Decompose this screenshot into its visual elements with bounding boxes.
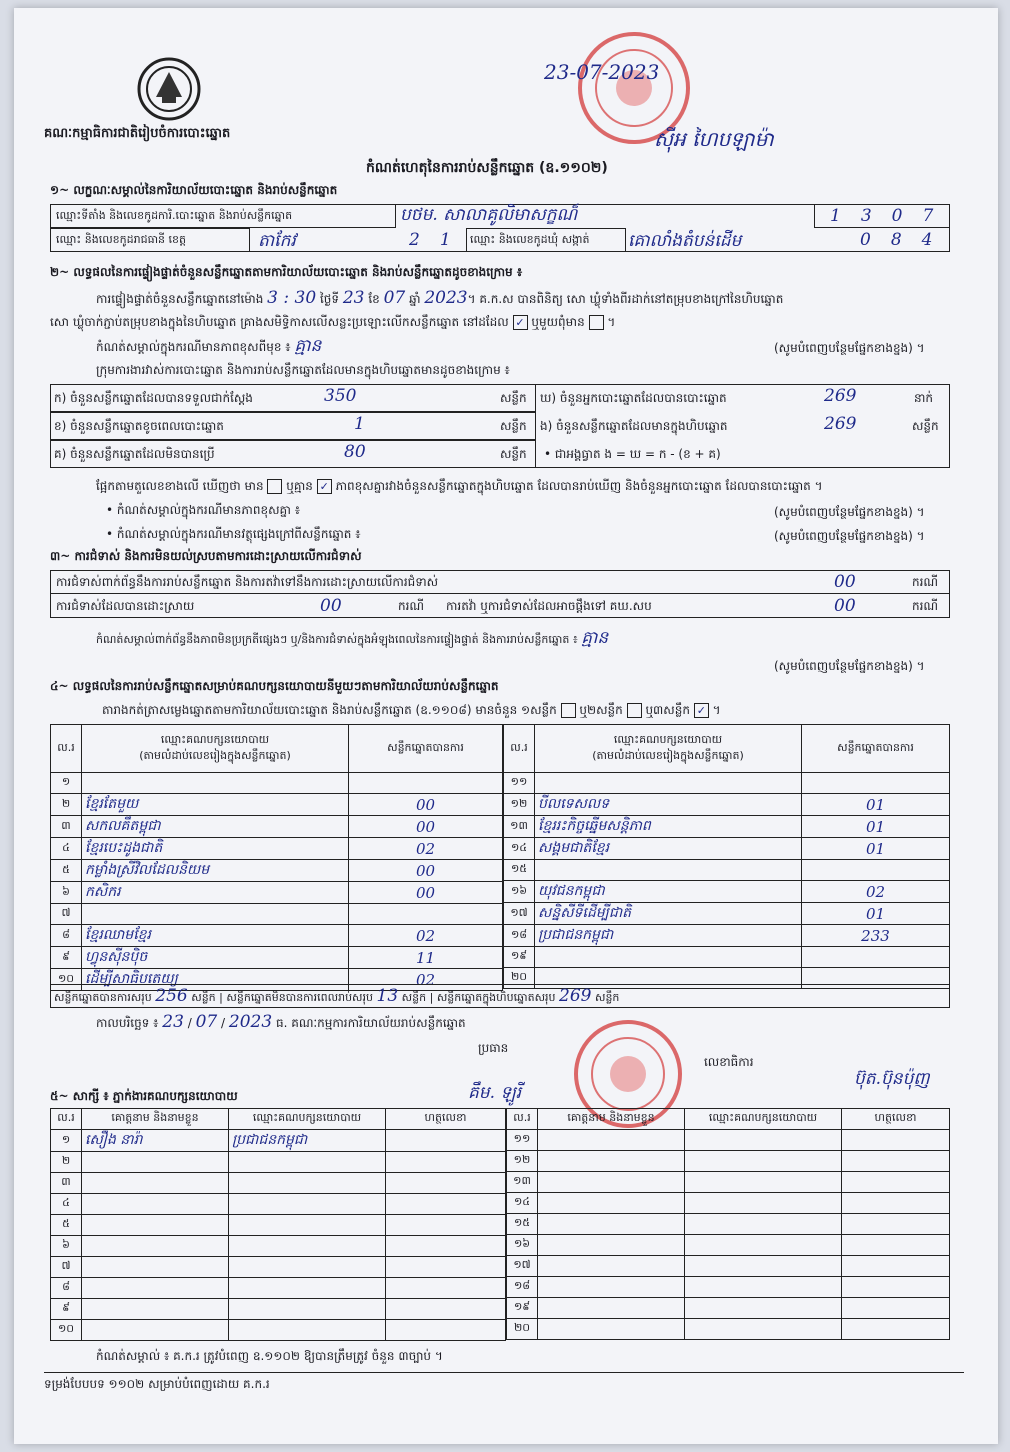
witness-row xyxy=(51,1257,506,1278)
row-no: ៩ xyxy=(51,1299,82,1320)
party-votes: 02 xyxy=(802,881,950,903)
party-row xyxy=(504,903,950,925)
col-no: ល.រ xyxy=(51,725,82,773)
case-label: ករណី xyxy=(912,599,939,613)
party-row xyxy=(51,794,503,816)
party-votes xyxy=(802,860,950,881)
document-page xyxy=(14,8,998,1444)
section5-heading: ៥~ សាក្សី ៖ ភ្នាក់ងារគណបក្សនយោបាយ xyxy=(50,1089,238,1103)
row-no: ៧ xyxy=(51,1257,82,1278)
party-name: យុវជនកម្ពុជា xyxy=(535,881,802,903)
witness-party xyxy=(685,1193,842,1214)
witness-signature xyxy=(386,1215,506,1236)
row-no: ១៨ xyxy=(504,925,535,947)
row-no: ១៣ xyxy=(504,816,535,838)
party-votes: 00 xyxy=(349,794,503,816)
secretary-name: ប៊ុត.ប៊ុនប៉ុញ xyxy=(854,1069,930,1089)
col-party: ឈ្មោះគណបក្សនយោបាយ xyxy=(685,1109,842,1130)
fill-note: (សូមបំពេញបន្ថែមផ្នែកខាងខ្នង) ។ xyxy=(774,341,925,355)
diff-bullet: • កំណត់សម្គាល់ក្នុងករណីមានភាពខុសគ្នា ៖ xyxy=(106,503,301,517)
witness-signature xyxy=(842,1130,950,1151)
witness-left xyxy=(50,1108,506,1341)
party-name: ខ្មែរឈាមខ្មែរ xyxy=(82,925,349,947)
party-name: ប្រជាជនកម្ពុជា xyxy=(535,925,802,947)
party-name xyxy=(535,860,802,881)
row-no: ១៩ xyxy=(507,1298,538,1319)
party-votes: 02 xyxy=(349,838,503,860)
stamp-signature: ស៊ីអ ហៃបឡាម៉ា xyxy=(654,127,774,151)
witness-signature xyxy=(842,1172,950,1193)
party-row xyxy=(51,904,503,925)
witness-row xyxy=(507,1298,950,1319)
row-no: ៥ xyxy=(51,860,82,882)
party-row xyxy=(51,882,503,904)
witness-name xyxy=(538,1319,685,1340)
party-name xyxy=(535,947,802,968)
witness-party xyxy=(685,1130,842,1151)
row-no: ១៨ xyxy=(507,1277,538,1298)
party-votes: 02 xyxy=(349,969,503,991)
province-code: 21 xyxy=(409,230,471,250)
unit-label: សន្លឹក xyxy=(500,391,527,405)
section4-heading: ៤~ លទ្ធផលនៃការរាប់សន្លឹកឆ្នោតសម្រាប់គណបក្សនយោបាយនីមួយៗតាមការិយាល័យរាប់សន្លឹកឆ្នោត xyxy=(50,679,499,693)
row-no: ១៦ xyxy=(504,881,535,903)
date-line: កាលបរិច្ឆេទ ៖ 23 / 07 / 2023 ធ. គណៈកម្មការការិយាល័យរាប់សន្លឹកឆ្នោត xyxy=(96,1012,466,1032)
witness-party xyxy=(685,1319,842,1340)
verify-line: ការផ្ទៀងផ្ទាត់ចំនួនសន្លឹកឆ្នោតនៅម៉ោង 3 : 30 ថ្ងៃទី 23 ខែ 07 ឆ្នាំ 2023។ គ.ក.ស បានពិនិត្យ សោ ឃ្លុំទាំងពីរដាក់នៅតម្រុបខាងក្រៅនៃហិបឆ្នោត xyxy=(96,288,784,308)
witness-signature xyxy=(386,1152,506,1173)
stamp-date: 23-07-2023 xyxy=(544,60,660,84)
witness-name xyxy=(538,1235,685,1256)
row-no: ៤ xyxy=(51,838,82,860)
witness-signature xyxy=(842,1319,950,1340)
difference-line: ផ្អែកតាមតួលេខខាងលើ ឃើញថា មាន ឬគ្មាន ✓ ភាពខុសគ្នារវាងចំនួនសន្លឹកឆ្នោតក្នុងហិបឆ្នោត ដែលបានរាប់ឃើញ និងចំនួនអ្នកបោះឆ្នោត ដែលបានបោះឆ្នោត ។ xyxy=(96,479,823,493)
witness-row xyxy=(51,1152,506,1173)
witness-row xyxy=(507,1214,950,1235)
row-no: ៤ xyxy=(51,1194,82,1215)
witness-name xyxy=(82,1152,229,1173)
row-no: ៧ xyxy=(51,904,82,925)
witness-name xyxy=(538,1193,685,1214)
party-name: ខ្មែរតែមួយ xyxy=(82,794,349,816)
document-title: កំណត់ហេតុនៃការរាប់សន្លឹកឆ្នោត (ឧ.១១០២) xyxy=(366,160,608,176)
row-no: ១៤ xyxy=(504,838,535,860)
count-kh-value: 1 xyxy=(354,414,365,434)
witness-name xyxy=(538,1298,685,1319)
row-no: ១១ xyxy=(504,773,535,794)
witness-row xyxy=(507,1277,950,1298)
witness-signature xyxy=(386,1173,506,1194)
witness-party xyxy=(229,1194,386,1215)
col-sig: ហត្ថលេខា xyxy=(842,1109,950,1130)
case-label: ករណី xyxy=(912,575,939,589)
objection-r1-value: 00 xyxy=(834,572,856,592)
party-name: ខ្មែរបេះដូងជាតិ xyxy=(82,838,349,860)
col-party: ឈ្មោះគណបក្សនយោបាយ (តាមលំដាប់លេខរៀងក្នុងសន្លឹកឆ្នោត) xyxy=(535,725,802,773)
witness-signature xyxy=(386,1236,506,1257)
witness-name xyxy=(538,1151,685,1172)
row-no: ៣ xyxy=(51,816,82,838)
witness-party xyxy=(229,1236,386,1257)
president-label: ប្រធាន xyxy=(478,1041,509,1055)
witness-name xyxy=(82,1278,229,1299)
object-bullet: • កំណត់សម្គាល់ក្នុងករណីមានវត្ថុផ្សេងក្រៅពីសន្លឹកឆ្នោត ៖ xyxy=(106,527,361,541)
witness-party xyxy=(685,1298,842,1319)
witness-signature xyxy=(386,1257,506,1278)
location-code: 1307 xyxy=(830,206,954,226)
count-gh-label: ឃ) ចំនួនអ្នកបោះឆ្នោតដែលបានបោះឆ្នោត xyxy=(540,391,727,405)
witness-party xyxy=(685,1256,842,1277)
row-no: ៦ xyxy=(51,1236,82,1257)
party-votes xyxy=(349,773,503,794)
party-votes xyxy=(802,773,950,794)
witness-party xyxy=(685,1151,842,1172)
row-no: ២ xyxy=(51,1152,82,1173)
witness-signature xyxy=(842,1235,950,1256)
witness-name xyxy=(82,1257,229,1278)
witness-name xyxy=(82,1173,229,1194)
party-name xyxy=(82,773,349,794)
party-name: ហ្វុនស៊ីនប៉ិច xyxy=(82,947,349,969)
row-no: ១៤ xyxy=(507,1193,538,1214)
party-name: ខ្មែររះកិច្ចឆ្នើមសន្តិភាព xyxy=(535,816,802,838)
count-intro: ក្រុមការងារវាស់ការបោះឆ្នោត និងការរាប់សន្លឹកឆ្នោតដែលមានក្នុងហិបឆ្នោតមានដូចខាងក្រោម ៖ xyxy=(96,363,510,377)
col-name: គោត្តនាម និងនាមខ្លួន xyxy=(538,1109,685,1130)
witness-row xyxy=(51,1194,506,1215)
witness-name xyxy=(82,1236,229,1257)
row-no: ២ xyxy=(51,794,82,816)
party-name xyxy=(82,904,349,925)
witness-name xyxy=(82,1215,229,1236)
count-ng-label: ង) ចំនួនសន្លឹកឆ្នោតដែលមានក្នុងហិបឆ្នោត xyxy=(540,419,728,433)
party-name: សកលគឹតម្ពុជា xyxy=(82,816,349,838)
party-votes: 01 xyxy=(802,794,950,816)
count-ko-label: គ) ចំនួនសន្លឹកឆ្នោតដែលមិនបានប្រើ xyxy=(54,447,215,461)
party-name xyxy=(535,773,802,794)
party-votes: 01 xyxy=(802,816,950,838)
party-votes: 00 xyxy=(349,882,503,904)
location-value: បថម. សាលាគូលិមាសក្ខណ៏ xyxy=(400,205,578,225)
fill-note: (សូមបំពេញបន្ថែមផ្នែកខាងខ្នង) ។ xyxy=(774,529,925,543)
row-no: ៦ xyxy=(51,882,82,904)
witness-row xyxy=(507,1235,950,1256)
count-k-label: ក) ចំនួនសន្លឹកឆ្នោតដែលបានទទួលជាក់ស្តែង xyxy=(54,391,253,405)
party-votes: 00 xyxy=(349,860,503,882)
section2-heading: ២~ លទ្ធផលនៃការផ្ទៀងផ្ទាត់ចំនួនសន្លឹកឆ្នោតតាមការិយាល័យបោះឆ្នោត និងរាប់សន្លឹកឆ្នោតដូចខាងក្រោម ៖ xyxy=(50,265,523,279)
row-no: ៣ xyxy=(51,1173,82,1194)
witness-signature xyxy=(842,1193,950,1214)
row-no: ១២ xyxy=(507,1151,538,1172)
witness-signature xyxy=(842,1214,950,1235)
witness-right xyxy=(506,1108,950,1340)
party-row xyxy=(51,925,503,947)
witness-name: សឿង នារ៉ា xyxy=(82,1130,229,1152)
witness-row xyxy=(507,1151,950,1172)
province-label: ឈ្មោះ និងលេខកូដរាជធានី ខេត្ត xyxy=(56,233,186,246)
diff-note: កំណត់សម្គាល់ក្នុងករណីមានភាពខុសពីមុខ ៖ គ្មាន xyxy=(96,336,322,356)
witness-name xyxy=(82,1320,229,1341)
count-ko-value: 80 xyxy=(344,442,366,462)
witness-party: ប្រជាជនកម្ពុជា xyxy=(229,1130,386,1152)
row-no: ១២ xyxy=(504,794,535,816)
col-name: គោត្តនាម និងនាមខ្លួន xyxy=(82,1109,229,1130)
witness-party xyxy=(685,1172,842,1193)
formula: • ជាអង្គធ្វាត ង = ឃ = ក - (ខ + គ) xyxy=(544,447,721,461)
col-sig: ហត្ថលេខា xyxy=(386,1109,506,1130)
location-label: ឈ្មោះទីតាំង និងលេខកូដការិ.បោះឆ្នោត និងរាប់សន្លឹកឆ្នោត xyxy=(56,209,293,222)
party-votes xyxy=(349,904,503,925)
witness-row xyxy=(507,1193,950,1214)
witness-party xyxy=(229,1215,386,1236)
witness-signature xyxy=(386,1130,506,1152)
witness-party xyxy=(685,1214,842,1235)
objection-r2-value: 00 xyxy=(320,596,342,616)
col-no: ល.រ xyxy=(51,1109,82,1130)
party-name: សង្គមជាតិខ្មែរ xyxy=(535,838,802,860)
objection-r2b: ការតវ៉ា ឬការជំទាស់ដែលអាចផ្តឹងទៅ គឃ.សប xyxy=(446,599,652,613)
commune-label: ឈ្មោះ និងលេខកូដឃុំ សង្កាត់ xyxy=(470,233,590,246)
count-gh-value: 269 xyxy=(824,386,857,406)
section3-heading: ៣~ ការជំទាស់ និងការមិនយល់ស្របតាមការដោះស្រាយលើការជំទាស់ xyxy=(50,549,362,563)
unit-label: សន្លឹក xyxy=(912,419,939,433)
party-row xyxy=(51,816,503,838)
witness-party xyxy=(229,1278,386,1299)
witness-row xyxy=(51,1173,506,1194)
col-party: ឈ្មោះគណបក្សនយោបាយ (តាមលំដាប់លេខរៀងក្នុងសន្លឹកឆ្នោត) xyxy=(82,725,349,773)
party-row xyxy=(504,816,950,838)
witness-party xyxy=(685,1277,842,1298)
witness-name xyxy=(82,1194,229,1215)
commune-value: គោលាំងតំបន់ដើម xyxy=(628,231,742,251)
party-row xyxy=(51,947,503,969)
row-no: ១៥ xyxy=(507,1214,538,1235)
org-name: គណៈកម្មាធិការជាតិរៀបចំការបោះឆ្នោត xyxy=(44,126,231,141)
witness-party xyxy=(229,1320,386,1341)
party-row xyxy=(504,860,950,881)
witness-signature xyxy=(842,1151,950,1172)
witness-signature xyxy=(386,1320,506,1341)
witness-name xyxy=(538,1172,685,1193)
row-no: ១០ xyxy=(51,1320,82,1341)
row-no: ១៩ xyxy=(504,947,535,968)
seal-line: សោ ឃ្លុំចាក់ភ្ជាប់តម្រុបខាងក្នុងនៃហិបឆ្នោត គ្រាងសមិទ្ធិកាសលើសន្លះប្រឡោះលើកសន្លឹកឆ្នោត នៅដដែល ✓ ឬមួយពុំមាន ។ xyxy=(50,315,616,329)
witness-row xyxy=(51,1278,506,1299)
witness-signature xyxy=(386,1278,506,1299)
row-no: ៨ xyxy=(51,925,82,947)
row-no: ១៧ xyxy=(504,903,535,925)
row-no: ១១ xyxy=(507,1130,538,1151)
fill-note: (សូមបំពេញបន្ថែមផ្នែកខាងខ្នង) ។ xyxy=(774,505,925,519)
witness-row xyxy=(507,1319,950,1340)
nec-emblem-icon xyxy=(134,52,204,126)
objection-r1: ការជំទាស់ពាក់ព័ន្ធនឹងការរាប់សន្លឹកឆ្នោត និងការតវ៉ាទៅនឹងការដោះស្រាយលើការជំទាស់ xyxy=(56,575,439,589)
party-results-right xyxy=(503,724,950,989)
objection-r2: ការជំទាស់ដែលបានដោះស្រាយ xyxy=(56,599,195,613)
witness-row xyxy=(507,1256,950,1277)
row-no: ៩ xyxy=(51,947,82,969)
count-ng-value: 269 xyxy=(824,414,857,434)
witness-party xyxy=(229,1173,386,1194)
party-votes: 01 xyxy=(802,903,950,925)
party-name: កសិករ xyxy=(82,882,349,904)
witness-row xyxy=(51,1215,506,1236)
party-row xyxy=(504,794,950,816)
row-no: ១ xyxy=(51,773,82,794)
row-no: ១ xyxy=(51,1130,82,1152)
witness-party xyxy=(229,1152,386,1173)
party-name: សន្និសីទីដើម្បីជាតិ xyxy=(535,903,802,925)
party-votes: 11 xyxy=(349,947,503,969)
party-results-left xyxy=(50,724,503,991)
party-row xyxy=(51,773,503,794)
unit-label: នាក់ xyxy=(914,391,934,405)
row-no: ២០ xyxy=(504,968,535,989)
witness-row xyxy=(51,1236,506,1257)
witness-name xyxy=(538,1277,685,1298)
party-row xyxy=(504,773,950,794)
row-no: ៨ xyxy=(51,1278,82,1299)
row-no: ៥ xyxy=(51,1215,82,1236)
case-label: ករណី xyxy=(398,599,425,613)
witness-row xyxy=(507,1172,950,1193)
fill-note: (សូមបំពេញបន្ថែមផ្នែកខាងខ្នង) ។ xyxy=(774,659,925,673)
col-no: ល.រ xyxy=(504,725,535,773)
secretary-label: លេខាធិការ xyxy=(704,1055,754,1069)
province-value: តាកែវ xyxy=(258,231,296,251)
witness-row xyxy=(51,1320,506,1341)
party-votes xyxy=(802,947,950,968)
objection-r2b-value: 00 xyxy=(834,596,856,616)
row-no: ២០ xyxy=(507,1319,538,1340)
irregularity-note: កំណត់សម្គាល់ពាក់ព័ន្ធនឹងភាពមិនប្រក្រតីផ្សេងៗ ឬ/និងការជំទាស់ក្នុងអំឡុងពេលនៃការផ្ទៀងផ្ទាត់ និងការរាប់សន្លឹកឆ្នោត ៖ គ្មាន xyxy=(96,628,609,648)
party-row xyxy=(504,925,950,947)
col-party: ឈ្មោះគណបក្សនយោបាយ xyxy=(229,1109,386,1130)
party-row xyxy=(504,881,950,903)
president-name: គឹម. ឡូរី xyxy=(468,1083,522,1103)
witness-row xyxy=(51,1299,506,1320)
party-votes: 02 xyxy=(349,925,503,947)
witness-party xyxy=(685,1235,842,1256)
row-no: ១០ xyxy=(51,969,82,991)
row-no: ១៧ xyxy=(507,1256,538,1277)
witness-signature xyxy=(386,1194,506,1215)
party-name: ដើម្បីសាធិបតេយ្យ xyxy=(82,969,349,991)
party-name: កម្លាំងស្រីវិលដែលនិយម xyxy=(82,860,349,882)
witness-name xyxy=(538,1256,685,1277)
party-row xyxy=(504,947,950,968)
witness-signature xyxy=(842,1298,950,1319)
form-footer: ទម្រង់បែបបទ ១១០២ សម្រាប់បំពេញដោយ គ.ក.រ xyxy=(44,1377,270,1391)
row-no: ១៦ xyxy=(507,1235,538,1256)
unit-label: សន្លឹក xyxy=(500,447,527,461)
witness-party xyxy=(229,1257,386,1278)
totals-line: សន្លឹកឆ្នោតបានការសរុប 256 សន្លឹក | សន្លឹកឆ្នោតមិនបានការពេលរាប់សរុប 13 សន្លឹក | សន្លឹកឆ្នោតក្នុងហិបឆ្នោតសរុប 269 សន្លឹក xyxy=(54,986,620,1006)
sheet-count: តារាងកត់ត្រាសម្លេងឆ្នោតតាមការិយាល័យបោះឆ្នោត និងរាប់សន្លឹកឆ្នោត (ឧ.១១០៨) មានចំនួន ១សន្លឹក ឬ២សន្លឹក ឬ៣សន្លឹក ✓ ។ xyxy=(102,703,721,717)
party-votes: 00 xyxy=(349,816,503,838)
row-no: ១៣ xyxy=(507,1172,538,1193)
section1-heading: ១~ លក្ខណៈសម្គាល់នៃការិយាល័យបោះឆ្នោត និងរាប់សន្លឹកឆ្នោត xyxy=(50,183,338,197)
witness-signature xyxy=(386,1299,506,1320)
party-row xyxy=(51,838,503,860)
row-no: ១៥ xyxy=(504,860,535,881)
party-row xyxy=(51,860,503,882)
form-note: កំណត់សម្គាល់ ៖ គ.ក.រ ត្រូវបំពេញ ឧ.១១០២ ឱ្យបានត្រឹមត្រូវ ចំនួន ៣ច្បាប់ ។ xyxy=(96,1349,443,1363)
unit-label: សន្លឹក xyxy=(500,419,527,433)
col-votes: សន្លឹកឆ្នោតបានការ xyxy=(802,725,950,773)
commune-code: 084 xyxy=(860,230,953,250)
party-votes: 01 xyxy=(802,838,950,860)
witness-row xyxy=(51,1130,506,1152)
witness-signature xyxy=(842,1277,950,1298)
party-row xyxy=(504,838,950,860)
witness-row xyxy=(507,1130,950,1151)
witness-signature xyxy=(842,1256,950,1277)
witness-name xyxy=(82,1299,229,1320)
witness-name xyxy=(538,1214,685,1235)
count-k-value: 350 xyxy=(324,386,357,406)
party-votes: 233 xyxy=(802,925,950,947)
witness-party xyxy=(229,1299,386,1320)
witness-name xyxy=(538,1130,685,1151)
col-no: ល.រ xyxy=(507,1109,538,1130)
col-votes: សន្លឹកឆ្នោតបានការ xyxy=(349,725,503,773)
count-kh-label: ខ) ចំនួនសន្លឹកឆ្នោតខូចពេលបោះឆ្នោត xyxy=(54,419,224,433)
party-name: បីលទេសលទ xyxy=(535,794,802,816)
